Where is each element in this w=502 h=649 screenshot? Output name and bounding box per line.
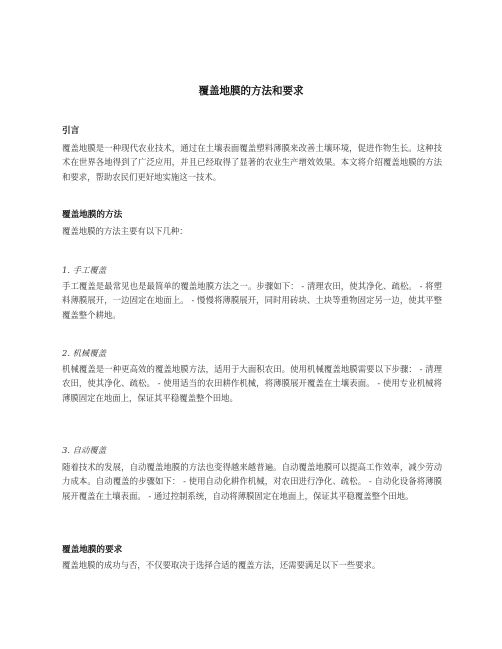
- method3-paragraph: 随着技术的发展，自动覆盖地膜的方法也变得越来越普遍。自动覆盖地膜可以提高工作效率，减少劳动力成本。自动覆盖的步骤如下： - 使用自动化耕作机械，对农田进行净化、疏松。 - 自动化设备将薄膜展开覆盖在土壤表面。 - 通过控制系统，自动将薄膜固定在地面上，保证其平稳覆盖整个田地。: [62, 462, 442, 501]
- requirements-heading: 覆盖地膜的要求: [62, 545, 123, 555]
- method2-paragraph: 机械覆盖是一种更高效的覆盖地膜方法，适用于大面积农田。使用机械覆盖地膜需要以下步骤： - 清理农田，使其净化、疏松。 - 使用适当的农田耕作机械，将薄膜展开覆盖在土壤表面。 - 使用专业机械将薄膜固定在地面上，保证其平稳覆盖整个田地。: [62, 364, 442, 403]
- intro-heading: 引言: [62, 126, 80, 136]
- method1-title: 1. 手工覆盖: [62, 265, 107, 275]
- method1-paragraph: 手工覆盖是最常见也是最简单的覆盖地膜方法之一。步骤如下： - 清理农田，使其净化、疏松。 - 将塑料薄膜展开，一边固定在地面上。 - 慢慢将薄膜展开，同时用砖块、土块等重物固定另一边，使其平整覆盖整个耕地。: [62, 281, 442, 320]
- method3-title: 3. 自动覆盖: [62, 445, 107, 455]
- intro-paragraph: 覆盖地膜是一种现代农业技术，通过在土壤表面覆盖塑料薄膜来改善土壤环境，促进作物生长。这种技术在世界各地得到了广泛应用，并且已经取得了显著的农业生产增效效果。本文将介绍覆盖地膜的方法和要求，帮助农民们更好地实施这一技术。: [62, 143, 442, 182]
- methods-heading: 覆盖地膜的方法: [62, 210, 123, 220]
- methods-intro: 覆盖地膜的方法主要有以下几种：: [62, 226, 188, 236]
- method2-title: 2. 机械覆盖: [62, 348, 107, 358]
- requirements-paragraph: 覆盖地膜的成功与否，不仅要取决于选择合适的覆盖方法，还需要满足以下一些要求。: [62, 560, 381, 570]
- document-title: 覆盖地膜的方法和要求: [198, 85, 304, 97]
